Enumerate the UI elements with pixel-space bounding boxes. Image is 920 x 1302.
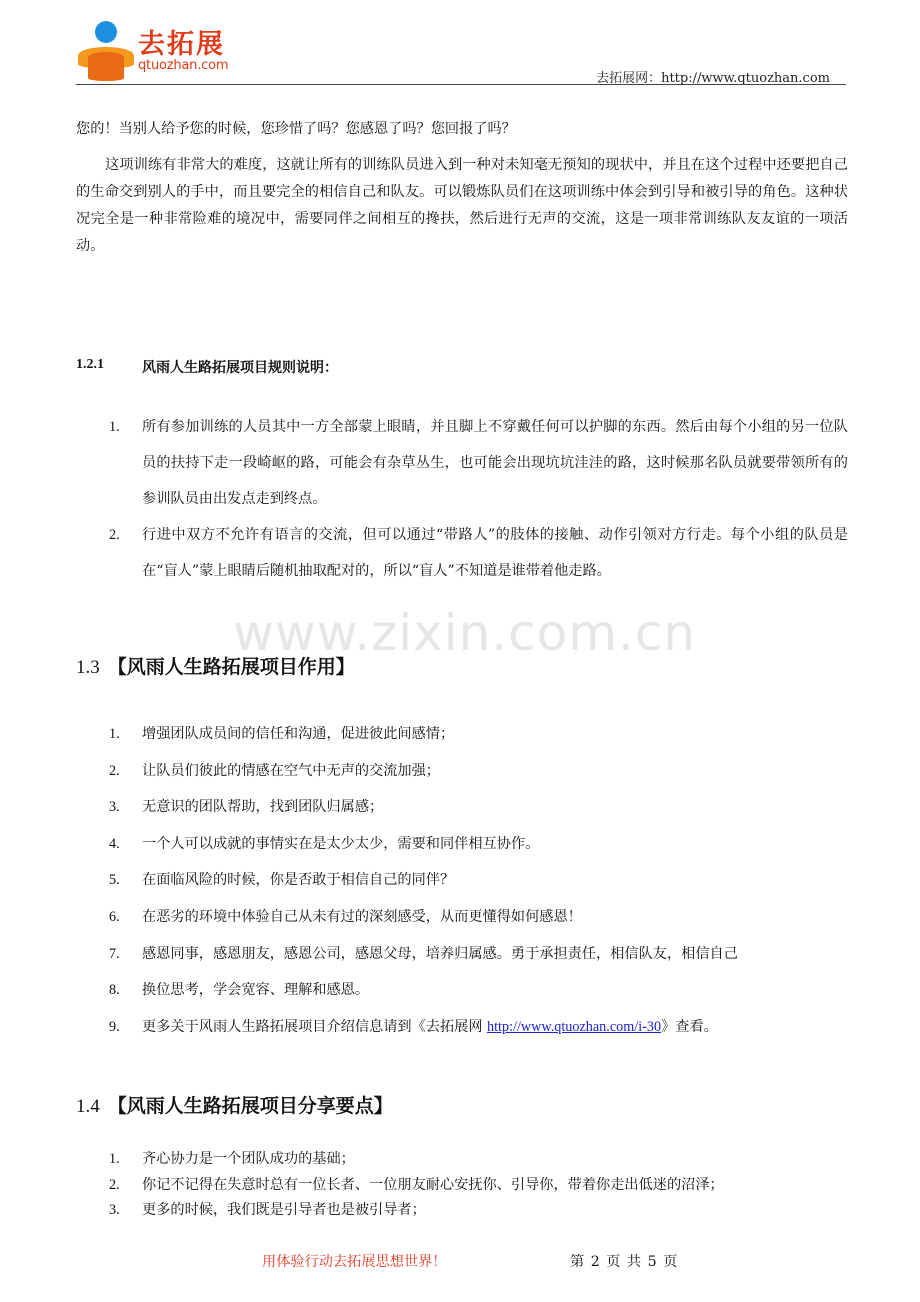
list-text: 在恶劣的环境中体验自己从未有过的深刻感受，从而更懂得如何感恩！ [142,908,582,925]
list-number: 7. [109,945,120,962]
intro-paragraph: 这项训练有非常大的难度，这就让所有的训练队员进入到一种对未知毫无预知的现状中，并且在这个过程中还要把自己的生命交到别人的手中，而且要完全的相信自己和队友。可以锻炼队员们在这项训练中体会到引导和被引导的角色。这种状况完全是一种非常险难的境况中，需要同伴之间相互的搀扶，然后进行无声的交流，这是一项非常训练队友友谊的一项活动。 [76,157,848,254]
watermark: www.zixin.com.cn [233,604,697,662]
list-number: 5. [109,872,120,889]
list-text: 一个人可以成就的事情实在是太少太少，需要和同伴相互协作。 [142,835,540,852]
list-item [76,1173,848,1199]
list-text: 更多的时候，我们既是引导者也是被引导者； [142,1202,426,1218]
list-number: 9. [109,1018,120,1035]
list-number: 1. [109,419,120,435]
list-number: 8. [109,982,120,999]
logo-wordmark: 去拓展 [138,29,225,60]
logo-figure-icon [74,20,138,82]
list-item [76,972,848,1009]
section-13-number: 1.3 [76,657,100,678]
rules-list [76,409,848,589]
list-item [76,936,848,973]
list-number: 2. [109,527,120,543]
page-number: 第 2 页 共 5 页 [570,1254,679,1270]
section-121-title: 风雨人生路拓展项目规则说明： [142,361,338,376]
list-item [76,716,848,753]
section-13-title: 【风雨人生路拓展项目作用】 [107,656,355,678]
list-item [76,753,848,790]
footer-slogan: 用体验行动去拓展思想世界！ [262,1254,447,1270]
sharing-points-list [76,1147,848,1224]
list-item [76,1009,848,1046]
header-divider [76,84,846,85]
section-14-number: 1.4 [76,1096,100,1117]
section-14-heading [76,1091,393,1118]
list-number: 1. [109,1151,120,1167]
list-item [76,899,848,936]
list-number: 4. [109,835,120,852]
list-number: 2. [109,762,120,779]
list-text: 换位思考，学会宽容、理解和感恩。 [142,982,370,999]
list-number: 3. [109,1202,120,1218]
header-site-url: 去拓展网：http://www.qtuozhan.com [596,71,830,86]
list-text: 让队员们彼此的情感在空气中无声的交流加强； [142,762,440,779]
qtuozhan-link[interactable]: http://www.qtuozhan.com/i-30 [487,1018,662,1035]
list-text: 齐心协力是一个团队成功的基础； [142,1151,355,1167]
list-text: 所有参加训练的人员其中一方全部蒙上眼睛，并且脚上不穿戴任何可以护脚的东西。然后由每个小组的另一位队员的扶持下走一段崎岖的路，可能会有杂草丛生，也可能会出现坑坑洼洼的路，这时候那名队员就要带领所有的参训队员由出发点走到终点。 [142,419,848,507]
list-text: 增强团队成员间的信任和沟通，促进彼此间感情； [142,726,455,742]
list-text: 感恩同事，感恩朋友，感恩公司，感恩父母，培养归属感。勇于承担责任，相信队友，相信自己 [142,945,738,962]
list-item [76,862,848,899]
list-text: 无意识的团队帮助，找到团队归属感； [142,799,384,816]
list-number: 3. [109,799,120,816]
list-item [76,1198,848,1224]
list-number: 1. [109,726,120,742]
list-number: 2. [109,1176,120,1193]
logo-domain: qtuozhan.com [138,58,229,73]
list-text: 你记不记得在失意时总有一位长者、一位朋友耐心安抚你、引导你，带着你走出低迷的沼泽； [142,1176,724,1193]
list-text: 在面临风险的时候，你是否敢于相信自己的同伴？ [142,872,455,889]
list-number: 6. [109,908,120,925]
section-121-number: 1.2.1 [76,357,104,372]
list-item [76,826,848,863]
list-item [76,409,848,517]
list-text: 行进中双方不允许有语言的交流，但可以通过“带路人”的肢体的接触、动作引领对方行走。每个小组的队员是在“盲人”蒙上眼睛后随机抽取配对的，所以“盲人”不知道是谁带着他走路。 [142,527,848,579]
section-14-title: 【风雨人生路拓展项目分享要点】 [107,1095,393,1117]
list-item [76,517,848,589]
intro-line: 您的！当别人给予您的时候，您珍惜了吗？您感恩了吗？您回报了吗？ [76,121,516,137]
section-13-heading [76,652,355,679]
list-text-suffix: 》查看。 [661,1018,718,1035]
list-text: 更多关于风雨人生路拓展项目介绍信息请到《去拓展网 [142,1018,488,1035]
list-item [76,789,848,826]
effects-list [76,716,848,1045]
list-item [76,1147,848,1173]
